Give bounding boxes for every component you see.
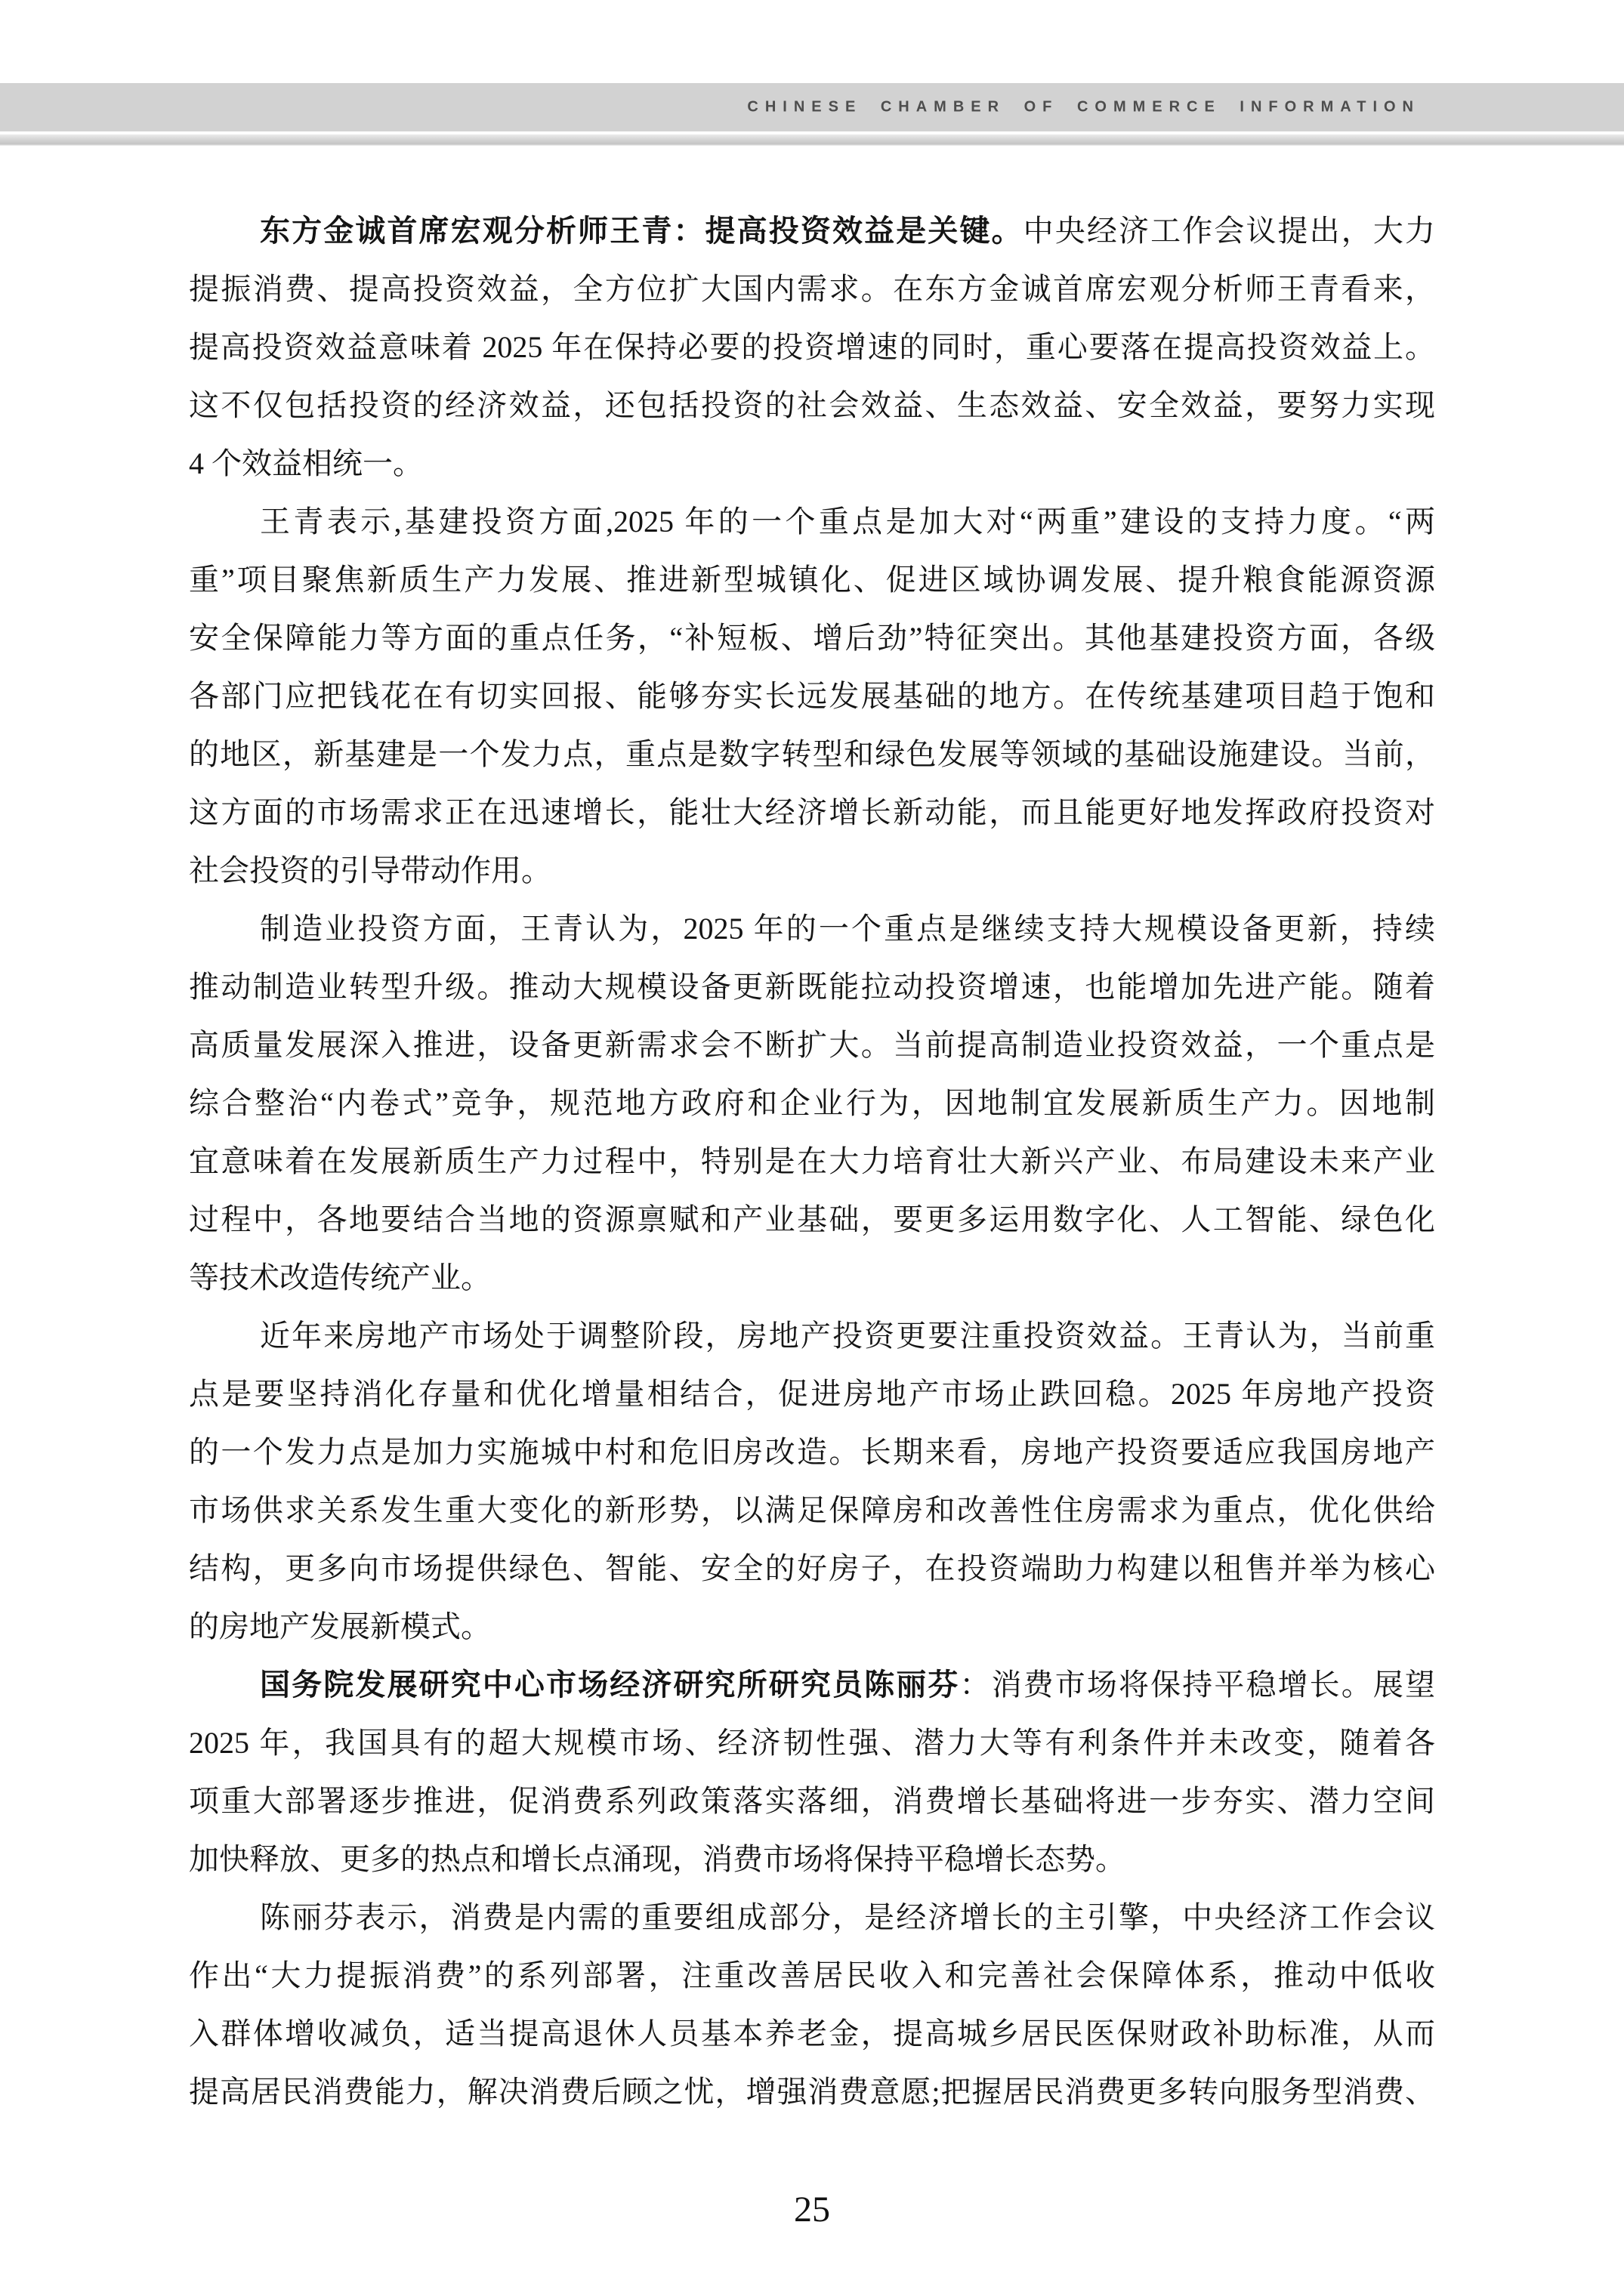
line-text: 等技术改造传统产业。 — [189, 1261, 491, 1295]
text-line — [189, 260, 1435, 318]
line-text: 这方面的市场需求正在迅速增长，能壮大经济增长新动能，而且能更好地发挥政府投资对 — [189, 795, 1435, 829]
text-line — [189, 1830, 1435, 1888]
text-line — [189, 2063, 1435, 2121]
text-line — [189, 492, 1435, 551]
text-line — [189, 1248, 1435, 1307]
text-line — [189, 609, 1435, 667]
line-text: 的地区，新基建是一个发力点，重点是数字转型和绿色发展等领域的基础设施建设。当前， — [189, 737, 1435, 771]
text-line — [189, 841, 1435, 900]
line-text: 的一个发力点是加力实施城中村和危旧房改造。长期来看，房地产投资要适应我国房地产 — [189, 1435, 1435, 1469]
line-text: 入群体增收减负，适当提高退休人员基本养老金，提高城乡居民医保财政补助标准，从而 — [189, 2017, 1435, 2051]
line-text: 安全保障能力等方面的重点任务，“补短板、增后劲”特征突出。其他基建投资方面，各级 — [189, 621, 1435, 655]
text-line — [189, 958, 1435, 1016]
text-line — [189, 1656, 1435, 1714]
line-text: 制造业投资方面，王青认为，2025 年的一个重点是继续支持大规模设备更新，持续 — [260, 912, 1435, 946]
line-text: 作出“大力提振消费”的系列部署，注重改善居民收入和完善社会保障体系，推动中低收 — [189, 1958, 1435, 1992]
line-text: 宜意味着在发展新质生产力过程中，特别是在大力培育壮大新兴产业、布局建设未来产业 — [189, 1144, 1435, 1178]
line-text: 的房地产发展新模式。 — [189, 1609, 491, 1643]
text-line — [189, 1946, 1435, 2004]
line-text: 点是要坚持消化存量和优化增量相结合，促进房地产市场止跌回稳。2025 年房地产投资 — [189, 1377, 1435, 1411]
line-text: 高质量发展深入推进，设备更新需求会不断扩大。当前提高制造业投资效益，一个重点是 — [189, 1028, 1435, 1062]
line-text: 市场供求关系发生重大变化的新形势，以满足保障房和改善性住房需求为重点，优化供给 — [189, 1493, 1435, 1527]
text-line — [189, 783, 1435, 841]
header-banner — [0, 83, 1624, 131]
paragraph-2 — [189, 492, 1435, 900]
text-line — [189, 376, 1435, 434]
text-line — [189, 1714, 1435, 1772]
page-number: 25 — [794, 2190, 830, 2230]
text-line — [189, 725, 1435, 783]
text-line — [189, 1074, 1435, 1132]
line-text: 提高投资效益意味着 2025 年在保持必要的投资增速的同时，重心要落在提高投资效益上。 — [189, 330, 1435, 364]
text-line — [189, 1597, 1435, 1656]
paragraph-6 — [189, 1888, 1435, 2121]
line-text: 近年来房地产市场处于调整阶段，房地产投资更要注重投资效益。王青认为，当前重 — [260, 1319, 1435, 1353]
header-rule — [0, 134, 1624, 146]
text-line — [189, 1772, 1435, 1830]
text-line — [189, 1016, 1435, 1074]
line-text: 加快释放、更多的热点和增长点涌现，消费市场将保持平稳增长态势。 — [189, 1842, 1125, 1876]
line-text: 这不仅包括投资的经济效益，还包括投资的社会效益、生态效益、安全效益，要努力实现 — [189, 388, 1435, 422]
line-text: 提振消费、提高投资效益，全方位扩大国内需求。在东方金诚首席宏观分析师王青看来， — [189, 272, 1435, 306]
text-line — [189, 1132, 1435, 1190]
line-text: ：消费市场将保持平稳增长。展望 — [959, 1668, 1436, 1702]
line-text: 4 个效益相统一。 — [189, 446, 423, 480]
line-text: 过程中，各地要结合当地的资源禀赋和产业基础，要更多运用数字化、人工智能、绿色化 — [189, 1202, 1435, 1236]
text-line — [189, 1307, 1435, 1365]
speaker-name-bold: 东方金诚首席宏观分析师王青：提高投资效益是关键。 — [260, 214, 1023, 248]
line-text: 王青表示,基建投资方面,2025 年的一个重点是加大对“两重”建设的支持力度。“两 — [260, 505, 1435, 539]
line-text: 2025 年，我国具有的超大规模市场、经济韧性强、潜力大等有利条件并未改变，随着各 — [189, 1726, 1435, 1760]
line-text: 结构，更多向市场提供绿色、智能、安全的好房子，在投资端助力构建以租售并举为核心 — [189, 1551, 1435, 1585]
text-line — [189, 1888, 1435, 1946]
text-line — [189, 434, 1435, 492]
text-line — [189, 2004, 1435, 2063]
line-text: 提高居民消费能力，解决消费后顾之忧，增强消费意愿;把握居民消费更多转向服务型消费、 — [189, 2075, 1435, 2109]
line-text: 中央经济工作会议提出，大力 — [1023, 214, 1436, 248]
text-line — [189, 900, 1435, 958]
paragraph-4 — [189, 1307, 1435, 1656]
article-body — [189, 202, 1435, 2121]
text-line — [189, 1539, 1435, 1597]
text-line — [189, 1481, 1435, 1539]
text-line — [189, 667, 1435, 725]
speaker-name-bold: 国务院发展研究中心市场经济研究所研究员陈丽芬 — [260, 1668, 960, 1702]
text-line — [189, 202, 1435, 260]
header-banner-text: CHINESE CHAMBER OF COMMERCE INFORMATION — [747, 98, 1420, 116]
line-text: 重”项目聚焦新质生产力发展、推进新型城镇化、促进区域协调发展、提升粮食能源资源 — [189, 563, 1435, 597]
text-line — [189, 1423, 1435, 1481]
line-text: 推动制造业转型升级。推动大规模设备更新既能拉动投资增速，也能增加先进产能。随着 — [189, 970, 1435, 1004]
text-line — [189, 1365, 1435, 1423]
text-line — [189, 551, 1435, 609]
line-text: 综合整治“内卷式”竞争，规范地方政府和企业行为，因地制宜发展新质生产力。因地制 — [189, 1086, 1435, 1120]
paragraph-3 — [189, 900, 1435, 1307]
paragraph-5 — [189, 1656, 1435, 1888]
text-line — [189, 1190, 1435, 1248]
paragraph-1 — [189, 202, 1435, 492]
text-line — [189, 318, 1435, 376]
line-text: 陈丽芬表示，消费是内需的重要组成部分，是经济增长的主引擎，中央经济工作会议 — [260, 1900, 1435, 1934]
line-text: 社会投资的引导带动作用。 — [189, 853, 551, 887]
line-text: 各部门应把钱花在有切实回报、能够夯实长远发展基础的地方。在传统基建项目趋于饱和 — [189, 679, 1435, 713]
line-text: 项重大部署逐步推进，促消费系列政策落实落细，消费增长基础将进一步夯实、潜力空间 — [189, 1784, 1435, 1818]
